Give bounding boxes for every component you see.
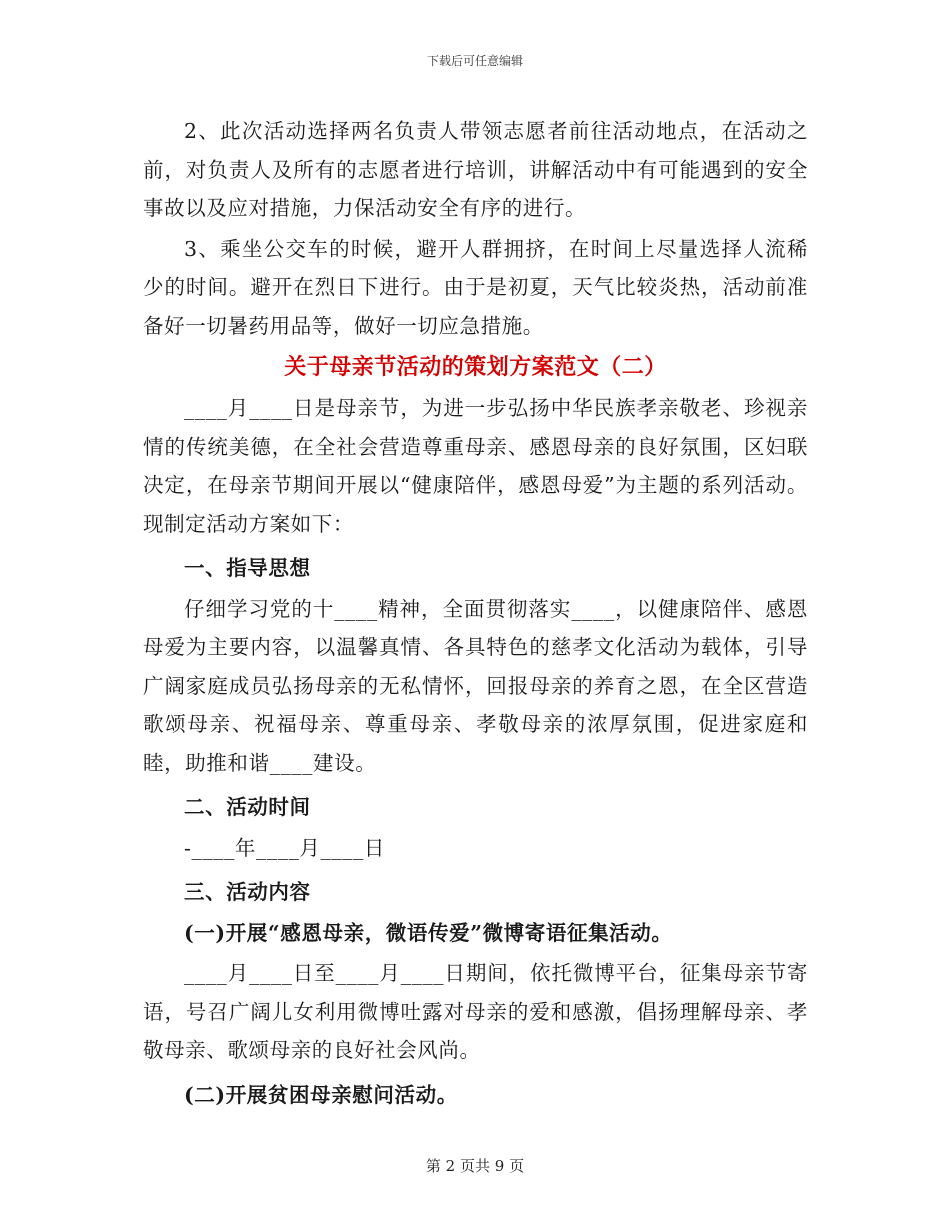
weibo-activity-paragraph: ____月____日至____月____日期间，依托微博平台，征集母亲节寄语，号召广阔儿女利用微博吐露对母亲的爱和感激，倡扬理解母亲、孝敬母亲、歌颂母亲的良好社会风尚。 xyxy=(143,961,808,1062)
document-body xyxy=(143,112,808,1114)
intro-paragraph: ____月____日是母亲节，为进一步弘扬中华民族孝亲敬老、珍视亲情的传统美德，在全社会营造尊重母亲、感恩母亲的良好氛围，区妇联决定，在母亲节期间开展以“健康陪伴，感恩母爱”为主题的系列活动。现制定活动方案如下： xyxy=(143,396,808,536)
paragraph-item-2: 2、此次活动选择两名负责人带领志愿者前往活动地点，在活动之前，对负责人及所有的志愿者进行培训，讲解活动中有可能遇到的安全事故以及应对措施，力保活动安全有序的进行。 xyxy=(143,119,808,220)
heading-activity-time: 二、活动时间 xyxy=(184,795,311,819)
subheading-poor-mothers: (二)开展贫困母亲慰问活动。 xyxy=(184,1082,458,1107)
paragraph-item-3: 3、乘坐公交车的时候，避开人群拥挤，在时间上尽量选择人流稀少的时间。避开在烈日下进行。由于是初夏，天气比较炎热，活动前准备好一切暑药用品等，做好一切应急措施。 xyxy=(143,236,808,338)
page-footer: 第 2 页共 9 页 xyxy=(425,1157,525,1175)
heading-activity-content: 三、活动内容 xyxy=(184,880,311,904)
activity-time-text: -____年____月____日 xyxy=(184,835,386,860)
guiding-paragraph: 仔细学习党的十____精神，全面贯彻落实____，以健康陪伴、感恩母爱为主要内容，以温馨真情、各具特色的慈孝文化活动为载体，引导广阔家庭成员弘扬母亲的无私情怀，回报母亲的养育之恩，在全区营造歌颂母亲、祝福母亲、尊重母亲、孝敬母亲的浓厚氛围，促进家庭和睦，助推和谐____建设。 xyxy=(143,596,808,775)
subheading-weibo-activity: (一)开展“感恩母亲，微语传爱”微博寄语征集活动。 xyxy=(184,920,673,945)
heading-guiding-ideology: 一、指导思想 xyxy=(184,556,311,580)
section-title: 关于母亲节活动的策划方案范文（二） xyxy=(284,354,667,380)
page-header: 下载后可任意编辑 xyxy=(426,54,523,68)
